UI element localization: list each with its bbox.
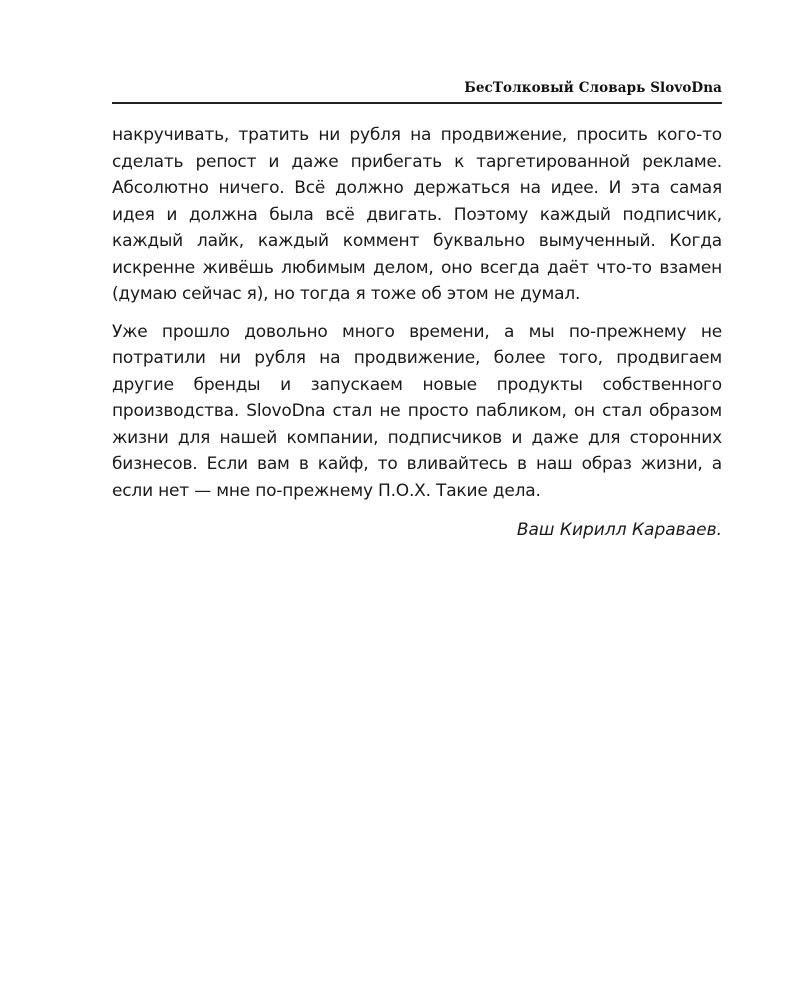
paragraph-1: накручивать, тратить ни рубля на продвижение, просить кого-то сделать репост и даже прибегать к таргетированной рекламе. Абсолютно ничего. Всё должно держаться на идее. И эта самая идея и должна была всё двигать. Поэтому каждый подписчик, каждый лайк, каждый коммент буквально вымученный. Когда искренне живёшь любимым делом, оно всегда даёт что-то взамен (думаю сейчас я), но тогда я тоже об этом не думал.: [112, 125, 722, 304]
signature: Ваш Кирилл Караваев.: [516, 520, 722, 540]
body-text: [112, 122, 722, 504]
book-page: [112, 80, 722, 544]
paragraph-2: Уже прошло довольно много времени, а мы по-прежнему не потратили ни рубля на продвижение, более того, продвигаем другие бренды и запускаем новые продукты собственного производства. SlovoDna стал не просто пабликом, он стал образом жизни для нашей компании, подписчиков и даже для сторонних бизнесов. Если вам в кайф, то вливайтесь в наш образ жизни, а если нет — мне по-прежнему П.О.Х. Такие дела.: [112, 321, 722, 501]
running-header: БесТолковый Словарь SlovoDna: [112, 80, 722, 104]
